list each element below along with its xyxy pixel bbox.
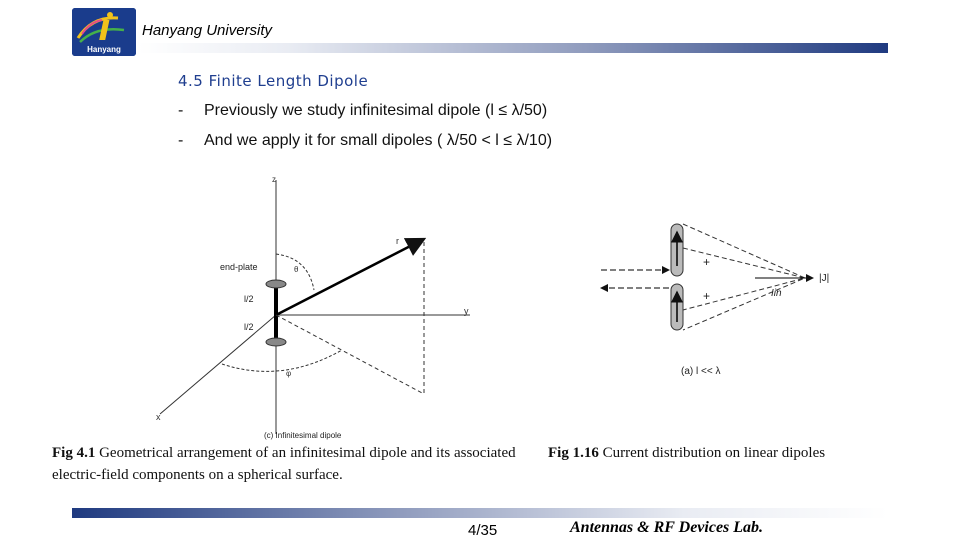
phi-arc: [222, 350, 342, 371]
half-length-top-label: l/2: [244, 294, 254, 304]
logo-text: Hanyang: [87, 45, 121, 54]
figure1-caption-text: Geometrical arrangement of an infinitesimal dipole and its associated electric-field components on a spherical surface.: [52, 445, 516, 483]
z-label: z: [272, 175, 276, 184]
figure2-subcaption: (a) l << λ: [681, 366, 721, 377]
plus-top-label: +: [703, 255, 711, 269]
university-logo: [72, 8, 136, 56]
bullet-dash: -: [178, 102, 184, 119]
slide-title: 4.5 Finite Length Dipole: [178, 72, 369, 90]
end-plate-label: end-plate: [220, 262, 258, 272]
projection-ground: [276, 315, 424, 394]
abs-j-label: |J|: [819, 273, 830, 284]
current-envelope-outer: [683, 224, 805, 330]
page-number: 4/35: [468, 522, 498, 539]
footer-gradient-bar: [72, 508, 888, 518]
theta-label: θ: [294, 265, 299, 274]
r-label: r: [396, 236, 399, 246]
figure1-caption: [52, 442, 532, 486]
plus-bottom-label: +: [703, 289, 711, 303]
header-gradient-bar: [138, 43, 888, 53]
current-envelope-inner: [683, 248, 805, 310]
end-plate-bottom: [266, 338, 286, 346]
figure-infinitesimal-dipole: [152, 172, 477, 444]
figure1-subcaption: (c) Infinitesimal dipole: [264, 431, 342, 440]
bullet-item: [178, 132, 552, 162]
figure-current-distribution: [595, 218, 850, 380]
bullet-text: Previously we study infinitesimal dipole (l ≤ λ/50): [204, 102, 548, 119]
phi-label: φ: [286, 369, 292, 378]
iin-label: Iin: [771, 288, 782, 299]
figure2-caption: [548, 442, 948, 464]
x-axis: [160, 315, 276, 414]
bullet-text: And we apply it for small dipoles ( λ/50 < l ≤ λ/10): [204, 132, 553, 149]
lab-name: Antennas & RF Devices Lab.: [566, 519, 767, 537]
end-plate-top: [266, 280, 286, 288]
bullet-list: [178, 102, 552, 162]
x-label: x: [156, 412, 161, 422]
r-vector: [276, 239, 424, 315]
half-length-bottom-label: l/2: [244, 322, 254, 332]
figure1-caption-label: Fig 4.1: [52, 445, 96, 461]
figure2-caption-text: Current distribution on linear dipoles: [598, 445, 826, 461]
y-label: y: [464, 306, 469, 316]
university-name: Hanyang University: [142, 22, 273, 39]
bullet-dash: -: [178, 132, 184, 149]
hanyang-logo-icon: [72, 8, 136, 56]
figure2-caption-label: Fig 1.16: [548, 445, 599, 461]
bullet-item: [178, 102, 552, 132]
